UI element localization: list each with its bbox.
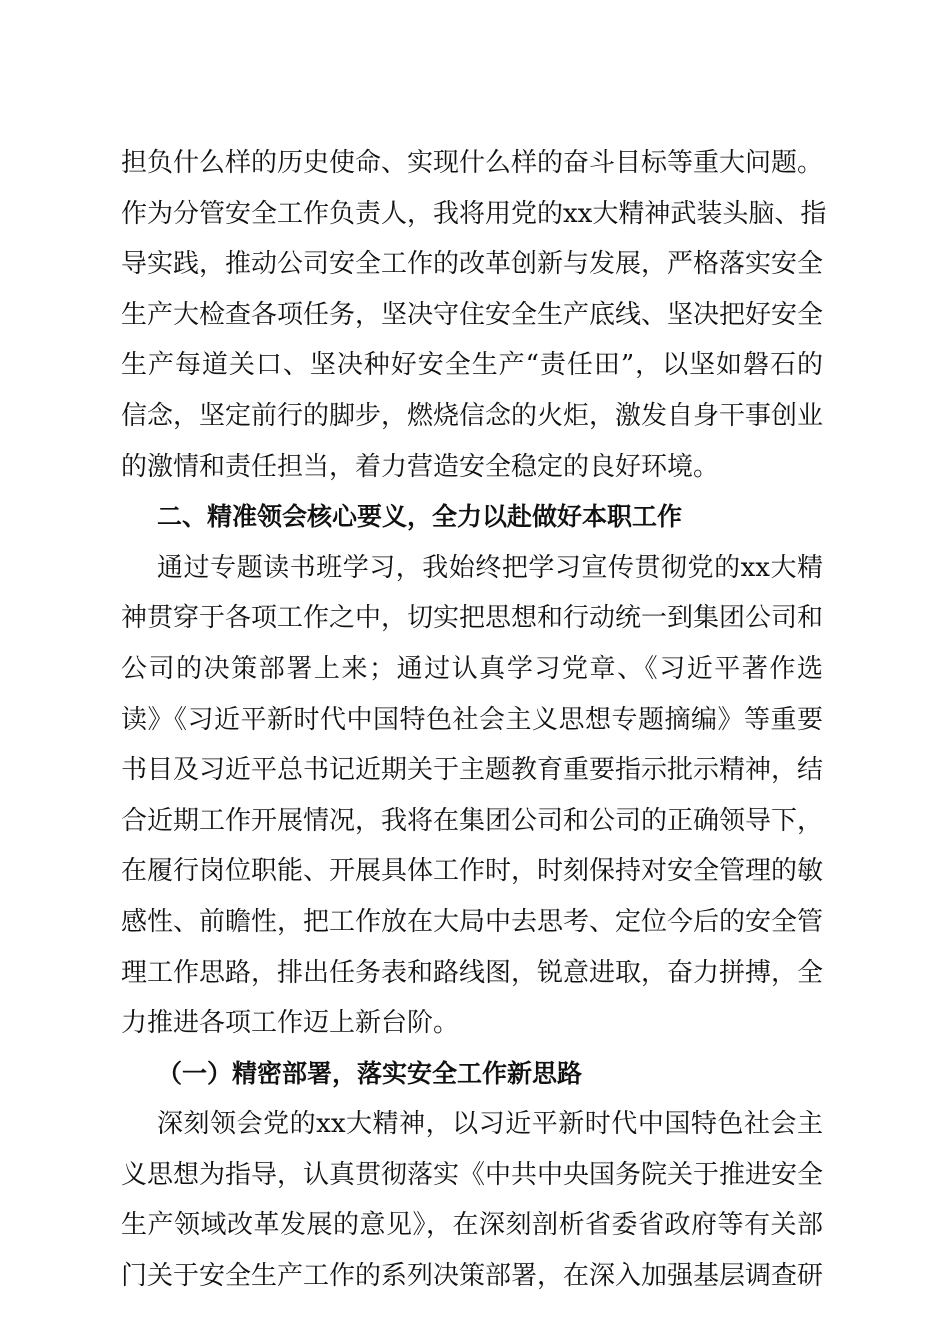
paragraph-line: 义思想为指导，认真贯彻落实《中共中央国务院关于推进安全 (121, 1159, 824, 1190)
paragraph-line: 力推进各项工作迈上新台阶。 (121, 1008, 460, 1039)
paragraph-line: 担负什么样的历史使命、实现什么样的奋斗目标等重大问题。 (121, 148, 824, 178)
subsection-heading: （一）精密部署，落实安全工作新思路 (157, 1058, 583, 1088)
paragraph-line: 生产大检查各项任务，坚决守住安全生产底线、坚决把好安全 (121, 299, 824, 330)
paragraph-line: 门关于安全生产工作的系列决策部署，在深入加强基层调查研 (121, 1261, 824, 1292)
paragraph-line: 合近期工作开展情况，我将在集团公司和公司的正确领导下， (121, 805, 824, 836)
section-heading: 二、精准领会核心要义，全力以赴做好本职工作 (157, 502, 683, 532)
paragraph-line: 神贯穿于各项工作之中，切实把思想和行动统一到集团公司和 (121, 603, 824, 634)
paragraph-line: 书目及习近平总书记近期关于主题教育重要指示批示精神，结 (121, 755, 824, 786)
paragraph-line: 公司的决策部署上来；通过认真学习党章、《习近平著作选 (121, 653, 823, 684)
paragraph-line: 感性、前瞻性，把工作放在大局中去思考、定位今后的安全管 (121, 906, 824, 937)
paragraph-line: 生产每道关口、坚决种好安全生产“责任田”，以坚如磐石的 (121, 350, 823, 381)
paragraph-line: 导实践，推动公司安全工作的改革创新与发展，严格落实安全 (121, 249, 824, 280)
paragraph-first-line: 通过专题读书班学习，我始终把学习宣传贯彻党的xx大精 (157, 552, 823, 583)
document-body (121, 138, 827, 1302)
paragraph-line: 读》《习近平新时代中国特色社会主义思想专题摘编》等重要 (121, 704, 823, 735)
paragraph-line: 的激情和责任担当，着力营造安全稳定的良好环境。 (121, 451, 720, 482)
paragraph-first-line: 深刻领会党的xx大精神，以习近平新时代中国特色社会主 (157, 1109, 823, 1140)
paragraph-line: 作为分管安全工作负责人，我将用党的xx大精神武装头脑、指 (121, 198, 827, 229)
paragraph-line: 生产领域改革发展的意见》，在深刻剖析省委省政府等有关部 (121, 1210, 823, 1241)
paragraph-line: 信念，坚定前行的脚步，燃烧信念的火炬，激发自身干事创业 (121, 400, 824, 431)
paragraph-line: 理工作思路，排出任务表和路线图，锐意进取，奋力拼搏，全 (121, 957, 824, 988)
paragraph-line: 在履行岗位职能、开展具体工作时，时刻保持对安全管理的敏 (121, 856, 824, 887)
